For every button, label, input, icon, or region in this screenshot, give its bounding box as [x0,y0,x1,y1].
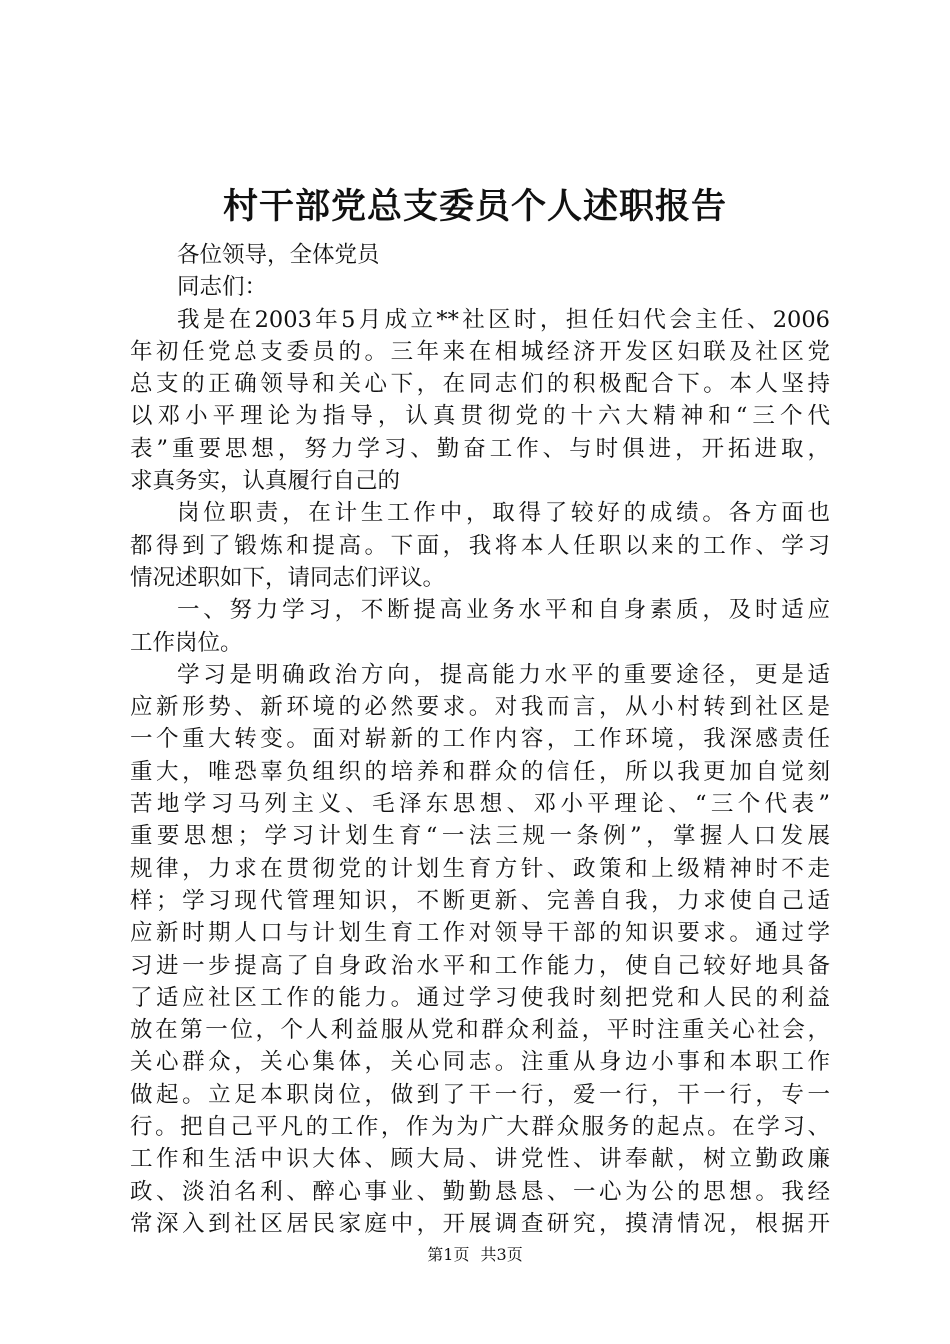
text-line: 行。把自己平凡的工作，作为为广大群众服务的起点。在学习、 [130,1114,830,1141]
text-line: 常深入到社区居民家庭中，开展调查研究，摸清情况，根据开 [130,1210,830,1237]
text-line: 一、努力学习，不断提高业务水平和自身素质，及时适应 [177,597,830,624]
text-line: 求真务实，认真履行自己的 [130,468,401,495]
text-line: 重大，唯恐辜负组织的培养和群众的信任，所以我更加自觉刻 [130,758,830,785]
text-line: 习进一步提高了自身政治水平和工作能力，使自己较好地具备 [130,952,830,979]
text-line: 学习是明确政治方向，提高能力水平的重要途径，更是适 [177,661,830,688]
page-number: 第1页 [427,1245,470,1264]
text-line: 应新时期人口与计划生育工作对领导干部的知识要求。通过学 [130,920,830,947]
text-line: 都得到了锻炼和提高。下面，我将本人任职以来的工作、学习 [130,532,830,559]
text-line: 同志们： [177,274,268,301]
text-line: 了适应社区工作的能力。通过学习使我时刻把党和人民的利益 [130,984,830,1011]
text-line: 关心群众，关心集体，关心同志。注重从身边小事和本职工作 [130,1049,830,1076]
text-line: 表”重要思想，努力学习、勤奋工作、与时俱进，开拓进取， [130,435,830,462]
text-line: 应新形势、新环境的必然要求。对我而言，从小村转到社区是 [130,694,830,721]
text-line: 工作和生活中识大体、顾大局、讲党性、讲奉献，树立勤政廉 [130,1146,830,1173]
text-line: 各位领导，全体党员 [177,242,380,268]
text-line: 政、淡泊名利、醉心事业、勤勤恳恳、一心为公的思想。我经 [130,1178,830,1205]
page-total: 共3页 [480,1245,523,1264]
text-line: 情况述职如下，请同志们评议。 [130,564,446,591]
text-line: 做起。立足本职岗位，做到了干一行，爱一行，干一行，专一 [130,1081,830,1108]
text-line: 一个重大转变。面对崭新的工作内容，工作环境，我深感责任 [130,726,830,753]
page-footer [0,1243,950,1267]
document-title: 村干部党总支委员个人述职报告 [222,186,727,227]
text-line: 以邓小平理论为指导，认真贯彻党的十六大精神和“三个代 [130,403,830,430]
text-line: 样；学习现代管理知识，不断更新、完善自我，力求使自己适 [130,887,830,914]
text-line: 规律，力求在贯彻党的计划生育方针、政策和上级精神时不走 [130,855,830,882]
text-line: 我是在2003年5月成立**社区时，担任妇代会主任、2006 [177,306,830,333]
text-line: 工作岗位。 [130,629,243,656]
text-line: 重要思想；学习计划生育“一法三规一条例”，掌握人口发展 [130,823,830,850]
document-body [130,239,830,1240]
text-line: 放在第一位，个人利益服从党和群众利益，平时注重关心社会， [130,1017,830,1044]
text-line: 总支的正确领导和关心下，在同志们的积极配合下。本人坚持 [130,371,830,398]
text-line: 年初任党总支委员的。三年来在相城经济开发区妇联及社区党 [130,338,830,365]
text-line: 苦地学习马列主义、毛泽东思想、邓小平理论、“三个代表” [130,791,830,818]
text-line: 岗位职责，在计生工作中，取得了较好的成绩。各方面也 [177,500,830,527]
